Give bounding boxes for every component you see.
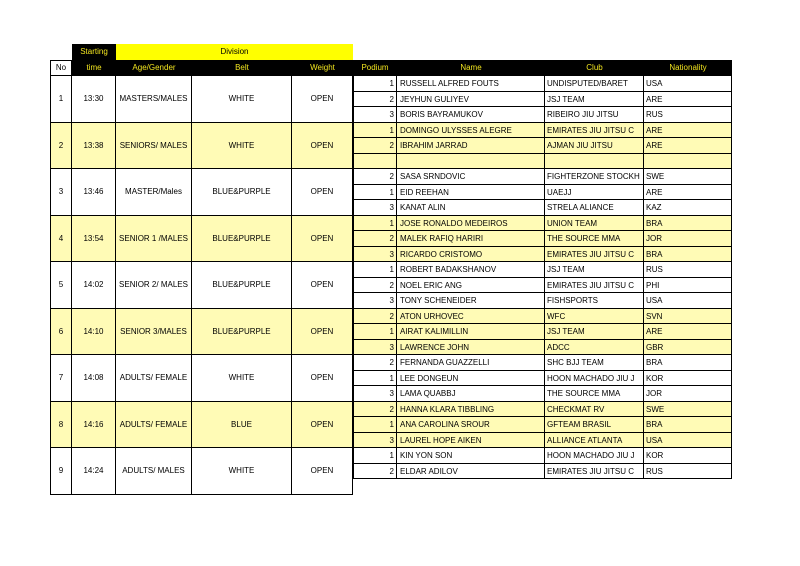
club-cell <box>545 154 644 169</box>
nat-cell: USA <box>644 76 732 91</box>
nat-cell: USA <box>644 293 732 308</box>
name-cell: ANA CAROLINA SROUR <box>397 417 545 432</box>
table-row <box>353 123 732 139</box>
division-weight: OPEN <box>292 262 353 308</box>
name-cell: RUSSELL ALFRED FOUTS <box>397 76 545 91</box>
podium-cell: 1 <box>353 185 397 200</box>
name-cell: RICARDO CRISTOMO <box>397 247 545 262</box>
name-cell: JEYHUN GULIYEV <box>397 92 545 107</box>
name-cell: HANNA KLARA TIBBLING <box>397 402 545 417</box>
division-no: 1 <box>50 76 72 122</box>
nat-cell: BRA <box>644 355 732 370</box>
podium-cell: 3 <box>353 247 397 262</box>
division-belt: BLUE&PURPLE <box>192 216 292 262</box>
club-cell: FISHSPORTS <box>545 293 644 308</box>
division-no: 7 <box>50 355 72 401</box>
division-time: 13:30 <box>72 76 116 122</box>
belt-header: Belt <box>192 60 292 76</box>
podium-header: Podium <box>353 60 397 76</box>
nat-cell: KOR <box>644 448 732 463</box>
podium-cell: 1 <box>353 448 397 463</box>
nat-cell: RUS <box>644 107 732 122</box>
division-weight: OPEN <box>292 169 353 215</box>
name-cell: BORIS BAYRAMUKOV <box>397 107 545 122</box>
table-row <box>353 107 732 123</box>
division-no: 2 <box>50 123 72 169</box>
division-row <box>50 355 353 402</box>
division-time: 13:46 <box>72 169 116 215</box>
table-row <box>353 185 732 201</box>
division-row <box>50 76 353 123</box>
club-cell: AJMAN JIU JITSU <box>545 138 644 153</box>
table-row <box>353 464 732 480</box>
division-belt: BLUE <box>192 402 292 448</box>
nat-cell: USA <box>644 433 732 448</box>
division-time: 14:10 <box>72 309 116 355</box>
table-row <box>353 355 732 371</box>
division-row <box>50 169 353 216</box>
division-belt: BLUE&PURPLE <box>192 309 292 355</box>
podium-cell: 1 <box>353 417 397 432</box>
club-header: Club <box>545 60 644 76</box>
table-row <box>353 216 732 232</box>
podium-cell: 2 <box>353 138 397 153</box>
division-belt: WHITE <box>192 76 292 122</box>
name-cell: SASA SRNDOVIC <box>397 169 545 184</box>
name-cell: ROBERT BADAKSHANOV <box>397 262 545 277</box>
name-cell: TONY SCHENEIDER <box>397 293 545 308</box>
table-row <box>353 293 732 309</box>
podium-cell: 3 <box>353 107 397 122</box>
division-row <box>50 216 353 263</box>
club-cell: JSJ TEAM <box>545 324 644 339</box>
name-cell: IBRAHIM JARRAD <box>397 138 545 153</box>
division-row <box>50 123 353 170</box>
division-time: 14:08 <box>72 355 116 401</box>
podium-cell: 1 <box>353 216 397 231</box>
nat-cell: KOR <box>644 371 732 386</box>
name-cell: FERNANDA GUAZZELLI <box>397 355 545 370</box>
nat-cell: RUS <box>644 262 732 277</box>
division-age: ADULTS/ FEMALE <box>116 402 192 448</box>
nat-cell: BRA <box>644 247 732 262</box>
podium-cell: 1 <box>353 371 397 386</box>
nationality-header: Nationality <box>644 60 732 76</box>
podium-cell: 2 <box>353 231 397 246</box>
podium-cell: 1 <box>353 262 397 277</box>
name-cell: ATON URHOVEC <box>397 309 545 324</box>
nat-cell: SVN <box>644 309 732 324</box>
name-cell: KANAT ALIN <box>397 200 545 215</box>
club-cell: ADCC <box>545 340 644 355</box>
podium-cell: 2 <box>353 278 397 293</box>
club-cell: UNION TEAM <box>545 216 644 231</box>
table-row <box>353 278 732 294</box>
nat-cell: ARE <box>644 324 732 339</box>
division-weight: OPEN <box>292 448 353 494</box>
name-cell: MALEK RAFIQ HARIRI <box>397 231 545 246</box>
nat-cell: KAZ <box>644 200 732 215</box>
name-cell: JOSE RONALDO MEDEIROS <box>397 216 545 231</box>
nat-cell: ARE <box>644 185 732 200</box>
table-row <box>353 138 732 154</box>
nat-cell: JOR <box>644 386 732 401</box>
table-row <box>353 340 732 356</box>
division-weight: OPEN <box>292 76 353 122</box>
division-weight: OPEN <box>292 355 353 401</box>
club-cell: THE SOURCE MMA <box>545 386 644 401</box>
division-age: SENIOR 1 /MALES <box>116 216 192 262</box>
division-time: 13:38 <box>72 123 116 169</box>
table-row <box>353 433 732 449</box>
nat-cell: ARE <box>644 138 732 153</box>
division-time: 14:02 <box>72 262 116 308</box>
name-cell: DOMINGO ULYSSES ALEGRE <box>397 123 545 138</box>
table-row <box>353 324 732 340</box>
club-cell: EMIRATES JIU JITSU C <box>545 464 644 479</box>
table-row <box>353 76 732 92</box>
table-row <box>353 247 732 263</box>
club-cell: THE SOURCE MMA <box>545 231 644 246</box>
name-cell: LAMA QUABBJ <box>397 386 545 401</box>
weight-header: Weight <box>292 60 353 76</box>
club-cell: HOON MACHADO JIU J <box>545 448 644 463</box>
name-header: Name <box>397 60 545 76</box>
podium-cell: 3 <box>353 293 397 308</box>
club-cell: FIGHTERZONE STOCKH <box>545 169 644 184</box>
club-cell: EMIRATES JIU JITSU C <box>545 123 644 138</box>
table-row <box>353 309 732 325</box>
division-belt: BLUE&PURPLE <box>192 169 292 215</box>
podium-cell: 3 <box>353 386 397 401</box>
club-cell: STRELA ALIANCE <box>545 200 644 215</box>
division-no: 3 <box>50 169 72 215</box>
division-row <box>50 402 353 449</box>
podium-cell: 3 <box>353 340 397 355</box>
division-belt: BLUE&PURPLE <box>192 262 292 308</box>
name-cell: LAWRENCE JOHN <box>397 340 545 355</box>
nat-cell: SWE <box>644 402 732 417</box>
club-cell: CHECKMAT RV <box>545 402 644 417</box>
club-cell: UAEJJ <box>545 185 644 200</box>
no-header: No <box>50 60 72 76</box>
table-row <box>353 386 732 402</box>
club-cell: HOON MACHADO JIU J <box>545 371 644 386</box>
name-cell: NOEL ERIC ANG <box>397 278 545 293</box>
nat-cell <box>644 154 732 169</box>
podium-cell: 1 <box>353 123 397 138</box>
division-no: 6 <box>50 309 72 355</box>
club-cell: UNDISPUTED/BARET <box>545 76 644 91</box>
starting-header: Starting <box>72 44 116 60</box>
name-cell: LAUREL HOPE AIKEN <box>397 433 545 448</box>
club-cell: EMIRATES JIU JITSU C <box>545 247 644 262</box>
club-cell: WFC <box>545 309 644 324</box>
nat-cell: JOR <box>644 231 732 246</box>
division-weight: OPEN <box>292 402 353 448</box>
division-age: ADULTS/ FEMALE <box>116 355 192 401</box>
division-row <box>50 262 353 309</box>
division-age: SENIOR 2/ MALES <box>116 262 192 308</box>
table-row <box>353 200 732 216</box>
nat-cell: RUS <box>644 464 732 479</box>
podium-cell: 3 <box>353 200 397 215</box>
division-age: SENIORS/ MALES <box>116 123 192 169</box>
table-row <box>353 154 732 170</box>
division-weight: OPEN <box>292 309 353 355</box>
podium-cell: 2 <box>353 169 397 184</box>
division-no: 4 <box>50 216 72 262</box>
division-age: ADULTS/ MALES <box>116 448 192 494</box>
division-time: 14:16 <box>72 402 116 448</box>
division-no: 5 <box>50 262 72 308</box>
division-no: 8 <box>50 402 72 448</box>
club-cell: ALLIANCE ATLANTA <box>545 433 644 448</box>
division-belt: WHITE <box>192 123 292 169</box>
table-row <box>353 371 732 387</box>
nat-cell: SWE <box>644 169 732 184</box>
name-cell: KIN YON SON <box>397 448 545 463</box>
division-belt: WHITE <box>192 355 292 401</box>
podium-cell: 2 <box>353 355 397 370</box>
table-row <box>353 417 732 433</box>
division-age: MASTER/Males <box>116 169 192 215</box>
podium-cell: 1 <box>353 324 397 339</box>
podium-cell: 2 <box>353 309 397 324</box>
podium-cell: 2 <box>353 402 397 417</box>
name-cell: ELDAR ADILOV <box>397 464 545 479</box>
club-cell: EMIRATES JIU JITSU C <box>545 278 644 293</box>
table-row <box>353 402 732 418</box>
podium-cell: 3 <box>353 433 397 448</box>
division-row <box>50 309 353 356</box>
nat-cell: BRA <box>644 216 732 231</box>
nat-cell: BRA <box>644 417 732 432</box>
club-cell: RIBEIRO JIU JITSU <box>545 107 644 122</box>
name-cell: AIRAT KALIMILLIN <box>397 324 545 339</box>
podium-cell: 1 <box>353 76 397 91</box>
nat-cell: PHI <box>644 278 732 293</box>
table-row <box>353 231 732 247</box>
podium-cell: 2 <box>353 464 397 479</box>
table-row <box>353 92 732 108</box>
table-row <box>353 448 732 464</box>
nat-cell: ARE <box>644 92 732 107</box>
club-cell: JSJ TEAM <box>545 92 644 107</box>
podium-cell <box>353 154 397 169</box>
division-age: SENIOR 3/MALES <box>116 309 192 355</box>
division-weight: OPEN <box>292 123 353 169</box>
table-row <box>353 262 732 278</box>
division-no: 9 <box>50 448 72 494</box>
division-time: 13:54 <box>72 216 116 262</box>
name-cell: LEE DONGEUN <box>397 371 545 386</box>
table-row <box>353 169 732 185</box>
division-age: MASTERS/MALES <box>116 76 192 122</box>
name-cell: EID REEHAN <box>397 185 545 200</box>
division-belt: WHITE <box>192 448 292 494</box>
nat-cell: GBR <box>644 340 732 355</box>
nat-cell: ARE <box>644 123 732 138</box>
name-cell <box>397 154 545 169</box>
division-header: Division <box>116 44 353 60</box>
podium-cell: 2 <box>353 92 397 107</box>
division-weight: OPEN <box>292 216 353 262</box>
club-cell: JSJ TEAM <box>545 262 644 277</box>
division-row <box>50 448 353 495</box>
age-gender-header: Age/Gender <box>116 60 192 76</box>
club-cell: SHC BJJ TEAM <box>545 355 644 370</box>
division-time: 14:24 <box>72 448 116 494</box>
time-header: time <box>72 60 116 76</box>
club-cell: GFTEAM BRASIL <box>545 417 644 432</box>
